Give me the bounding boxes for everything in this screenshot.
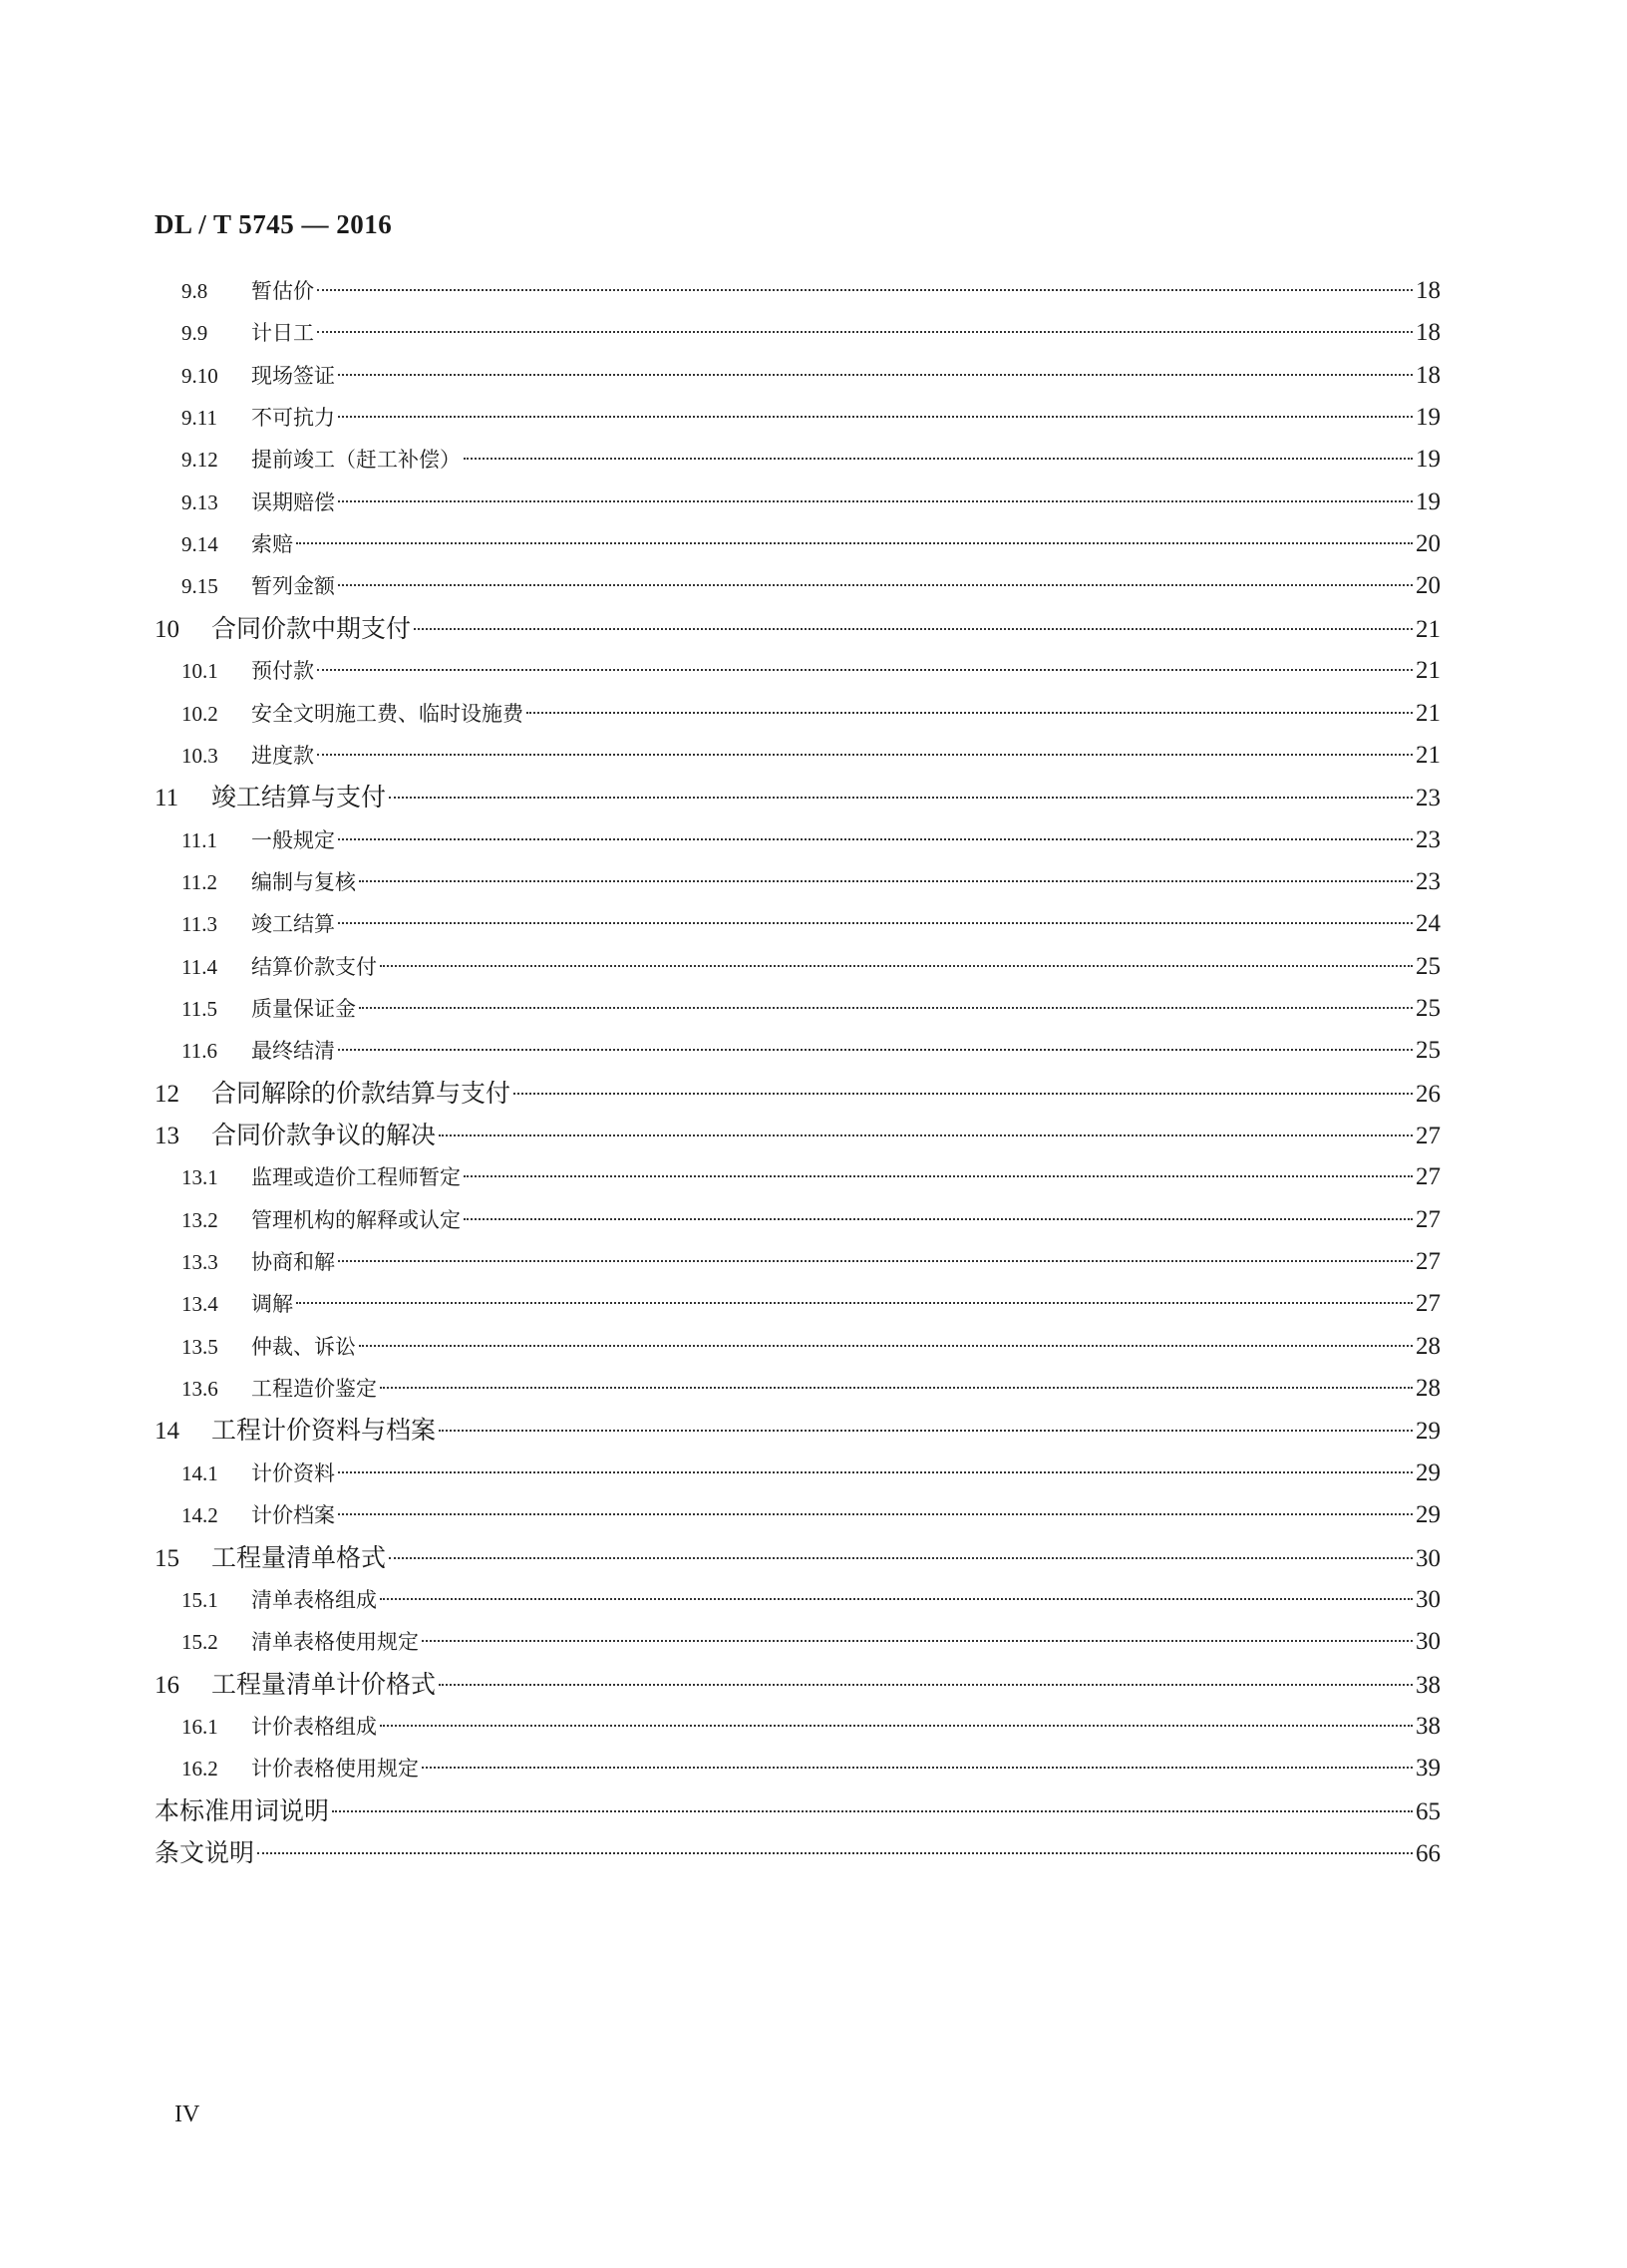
toc-entry-number: 16 xyxy=(155,1671,179,1699)
toc-entry-title: 竣工结算与支付 xyxy=(211,783,387,812)
toc-entry-page: 29 xyxy=(1416,1458,1441,1486)
dot-leader xyxy=(414,628,1413,630)
toc-entry-page: 27 xyxy=(1416,1248,1441,1276)
toc-entry-page: 19 xyxy=(1416,487,1441,515)
toc-entry-page: 23 xyxy=(1416,867,1441,895)
toc-entry-number: 11.4 xyxy=(181,954,217,979)
toc-entry xyxy=(181,904,1441,944)
toc-entry-page: 27 xyxy=(1416,1290,1441,1318)
dot-leader xyxy=(317,289,1413,291)
toc-entry-page: 20 xyxy=(1416,530,1441,558)
toc-entry-title: 工程量清单格式 xyxy=(211,1542,387,1572)
toc-entry-page: 19 xyxy=(1416,446,1441,474)
dot-leader xyxy=(389,1557,1413,1559)
toc-entry-number: 9.11 xyxy=(181,406,217,431)
dot-leader xyxy=(317,669,1413,671)
toc-entry-number: 11.1 xyxy=(181,827,217,852)
toc-entry-page: 38 xyxy=(1416,1671,1441,1699)
dot-leader xyxy=(380,965,1413,967)
dot-leader xyxy=(380,1387,1413,1389)
toc-entry xyxy=(155,1538,1441,1578)
toc-entry xyxy=(181,483,1441,522)
toc-entry-number: 10.1 xyxy=(181,659,218,684)
dot-leader xyxy=(338,1049,1413,1051)
toc-entry xyxy=(181,524,1441,564)
dot-leader xyxy=(439,1134,1413,1136)
dot-leader xyxy=(439,1684,1413,1686)
dot-leader xyxy=(338,500,1413,502)
toc-entry-title: 清单表格使用规定 xyxy=(251,1630,419,1655)
toc-entry-page: 27 xyxy=(1416,1205,1441,1233)
toc-entry xyxy=(181,356,1441,396)
toc-entry-number: 16.1 xyxy=(181,1714,218,1739)
toc-entry-number: 10.3 xyxy=(181,743,218,768)
toc-entry-page: 21 xyxy=(1416,615,1441,643)
dot-leader xyxy=(526,712,1413,714)
toc-entry-number: 9.9 xyxy=(181,321,208,346)
toc-entry xyxy=(181,1157,1441,1197)
dot-leader xyxy=(464,1175,1413,1177)
toc-entry xyxy=(155,1116,1441,1155)
dot-leader xyxy=(317,754,1413,756)
dot-leader xyxy=(338,1260,1413,1262)
toc-entry-number: 11.6 xyxy=(181,1039,217,1064)
toc-entry-title: 计价档案 xyxy=(251,1503,335,1528)
toc-entry-number: 13.5 xyxy=(181,1334,218,1359)
dot-leader xyxy=(296,1302,1413,1304)
toc-entry-title: 监理或造价工程师暂定 xyxy=(251,1165,461,1190)
toc-entry xyxy=(181,1242,1441,1282)
toc-entry xyxy=(181,651,1441,691)
dot-leader xyxy=(389,797,1413,799)
toc-entry-number: 13 xyxy=(155,1123,179,1149)
toc-entry-number: 11.2 xyxy=(181,869,217,894)
toc-entry-title: 索赔 xyxy=(251,532,293,557)
dot-leader xyxy=(296,542,1413,544)
toc-entry xyxy=(181,313,1441,353)
toc-entry xyxy=(181,947,1441,987)
toc-entry-title: 竣工结算 xyxy=(251,912,335,937)
dot-leader xyxy=(422,1640,1413,1642)
toc-entry-title: 计价表格使用规定 xyxy=(251,1757,419,1782)
toc-entry xyxy=(181,271,1441,311)
document-code: DL / T 5745 — 2016 xyxy=(155,209,393,239)
toc-entry-title: 不可抗力 xyxy=(251,406,335,431)
toc-entry-number: 9.8 xyxy=(181,279,208,303)
toc-entry-title: 本标准用词说明 xyxy=(155,1795,330,1825)
toc-entry xyxy=(181,440,1441,480)
toc-entry-title: 计日工 xyxy=(251,321,314,346)
toc-entry xyxy=(155,778,1441,817)
toc-entry-number: 16.2 xyxy=(181,1757,218,1782)
toc-entry xyxy=(181,1707,1441,1747)
toc-entry-title: 暂估价 xyxy=(251,279,314,303)
toc-entry-title: 仲裁、诉讼 xyxy=(251,1334,356,1359)
toc-entry-page: 25 xyxy=(1416,1037,1441,1065)
toc-entry xyxy=(181,820,1441,860)
toc-entry-page: 66 xyxy=(1416,1839,1441,1867)
toc-entry-page: 21 xyxy=(1416,741,1441,769)
toc-entry-title: 协商和解 xyxy=(251,1250,335,1275)
toc-entry xyxy=(155,609,1441,649)
toc-entry-number: 11.3 xyxy=(181,912,217,937)
toc-entry-number: 14.2 xyxy=(181,1503,218,1528)
toc-entry-title: 计价表格组成 xyxy=(251,1714,377,1739)
dot-leader xyxy=(464,458,1413,460)
toc-entry-page: 27 xyxy=(1416,1123,1441,1149)
dot-leader xyxy=(338,838,1413,840)
toc-entry-title: 暂列金额 xyxy=(251,574,335,599)
dot-leader xyxy=(380,1725,1413,1727)
toc-entry-page: 65 xyxy=(1416,1797,1441,1825)
toc-entry xyxy=(181,1369,1441,1409)
toc-entry-title: 质量保证金 xyxy=(251,996,356,1021)
toc-entry-title: 编制与复核 xyxy=(251,869,356,894)
toc-entry-number: 10.2 xyxy=(181,701,218,726)
toc-entry-title: 合同价款中期支付 xyxy=(211,613,412,643)
dot-leader xyxy=(422,1767,1413,1769)
toc-entry xyxy=(155,1833,1441,1873)
page-number: IV xyxy=(174,2102,200,2127)
toc-entry-title: 合同解除的价款结算与支付 xyxy=(211,1078,511,1108)
dot-leader xyxy=(338,1513,1413,1515)
toc-entry-page: 26 xyxy=(1416,1080,1441,1108)
toc-entry-number: 12 xyxy=(155,1080,179,1108)
toc-entry-page: 27 xyxy=(1416,1163,1441,1191)
toc-entry-number: 9.10 xyxy=(181,363,218,388)
toc-entry xyxy=(181,1031,1441,1071)
toc-entry-page: 30 xyxy=(1416,1544,1441,1572)
toc-entry-title: 最终结清 xyxy=(251,1039,335,1064)
toc-entry-page: 29 xyxy=(1416,1501,1441,1529)
dot-leader xyxy=(338,374,1413,376)
dot-leader xyxy=(338,1471,1413,1473)
toc-entry-title: 条文说明 xyxy=(155,1837,255,1867)
toc-entry xyxy=(181,1580,1441,1620)
toc-entry-page: 28 xyxy=(1416,1332,1441,1360)
toc-entry-number: 15.1 xyxy=(181,1587,218,1612)
toc-entry xyxy=(181,1495,1441,1535)
toc-entry xyxy=(155,1791,1441,1831)
toc-entry xyxy=(155,1665,1441,1705)
toc-entry-title: 工程量清单计价格式 xyxy=(211,1669,437,1699)
toc-entry xyxy=(181,989,1441,1029)
toc-entry-title: 工程计价资料与档案 xyxy=(211,1416,437,1446)
toc-entry-title: 清单表格组成 xyxy=(251,1587,377,1612)
toc-entry xyxy=(181,862,1441,902)
toc-entry-title: 计价资料 xyxy=(251,1460,335,1485)
toc-entry-number: 13.1 xyxy=(181,1165,218,1190)
toc-entry-page: 25 xyxy=(1416,952,1441,980)
toc-entry-number: 15 xyxy=(155,1544,179,1572)
toc-entry xyxy=(181,1454,1441,1493)
toc-entry-number: 11.5 xyxy=(181,996,217,1021)
toc-entry-title: 安全文明施工费、临时设施费 xyxy=(251,701,523,726)
dot-leader xyxy=(513,1093,1413,1095)
toc-entry-number: 13.2 xyxy=(181,1207,218,1232)
toc-entry-number: 13.4 xyxy=(181,1292,218,1317)
toc-entry-title: 一般规定 xyxy=(251,827,335,852)
toc-entry xyxy=(181,1200,1441,1240)
toc-entry xyxy=(155,1411,1441,1451)
dot-leader xyxy=(464,1218,1413,1220)
dot-leader xyxy=(338,416,1413,418)
dot-leader xyxy=(359,1007,1413,1009)
dot-leader xyxy=(332,1810,1413,1812)
toc-entry-page: 18 xyxy=(1416,361,1441,389)
toc-entry-number: 15.2 xyxy=(181,1630,218,1655)
toc-entry-page: 25 xyxy=(1416,994,1441,1022)
toc-entry-page: 19 xyxy=(1416,404,1441,432)
dot-leader xyxy=(359,880,1413,882)
toc-entry-number: 9.14 xyxy=(181,532,218,557)
toc-entry-title: 进度款 xyxy=(251,743,314,768)
toc-entry-page: 18 xyxy=(1416,277,1441,304)
toc-entry-page: 30 xyxy=(1416,1585,1441,1613)
dot-leader xyxy=(317,331,1413,333)
toc-entry-page: 21 xyxy=(1416,699,1441,727)
toc-entry-page: 23 xyxy=(1416,825,1441,853)
toc-entry-number: 9.15 xyxy=(181,574,218,599)
toc-entry-page: 39 xyxy=(1416,1755,1441,1782)
toc-entry-title: 现场签证 xyxy=(251,363,335,388)
dot-leader xyxy=(257,1852,1413,1854)
dot-leader xyxy=(338,584,1413,586)
toc-entry xyxy=(181,1327,1441,1367)
toc-entry xyxy=(181,1622,1441,1662)
toc-entry xyxy=(155,1074,1441,1114)
toc-entry-title: 误期赔偿 xyxy=(251,489,335,514)
toc-entry-page: 18 xyxy=(1416,319,1441,347)
toc-entry xyxy=(181,694,1441,734)
toc-entry xyxy=(181,736,1441,776)
toc-entry xyxy=(181,1284,1441,1324)
toc-entry-number: 14.1 xyxy=(181,1460,218,1485)
toc-entry-title: 预付款 xyxy=(251,659,314,684)
toc-entry-page: 20 xyxy=(1416,572,1441,600)
toc-entry-page: 38 xyxy=(1416,1712,1441,1740)
toc-entry-title: 工程造价鉴定 xyxy=(251,1377,377,1402)
toc-entry-page: 30 xyxy=(1416,1628,1441,1656)
toc-entry-page: 29 xyxy=(1416,1418,1441,1446)
toc-entry-number: 10 xyxy=(155,615,179,643)
toc-entry-page: 28 xyxy=(1416,1375,1441,1403)
toc-entry-number: 13.6 xyxy=(181,1377,218,1402)
toc-entry xyxy=(181,1749,1441,1788)
toc-entry-title: 提前竣工（赶工补偿） xyxy=(251,448,461,473)
toc-entry-page: 23 xyxy=(1416,785,1441,812)
toc-entry-page: 24 xyxy=(1416,910,1441,938)
dot-leader xyxy=(359,1345,1413,1347)
toc-entry-number: 9.12 xyxy=(181,448,218,473)
toc-entry-page: 21 xyxy=(1416,657,1441,685)
toc-entry-number: 14 xyxy=(155,1418,179,1446)
dot-leader xyxy=(380,1598,1413,1600)
toc-entry-number: 9.13 xyxy=(181,489,218,514)
toc-entry-title: 结算价款支付 xyxy=(251,954,377,979)
toc-entry-title: 合同价款争议的解决 xyxy=(211,1121,437,1149)
toc-entry-title: 调解 xyxy=(251,1292,293,1317)
toc-entry xyxy=(181,398,1441,438)
toc-entry-number: 11 xyxy=(155,785,179,812)
toc-entry xyxy=(181,566,1441,606)
dot-leader xyxy=(338,922,1413,924)
toc-entry-title: 管理机构的解释或认定 xyxy=(251,1207,461,1232)
dot-leader xyxy=(439,1430,1413,1432)
toc-entry-number: 13.3 xyxy=(181,1250,218,1275)
